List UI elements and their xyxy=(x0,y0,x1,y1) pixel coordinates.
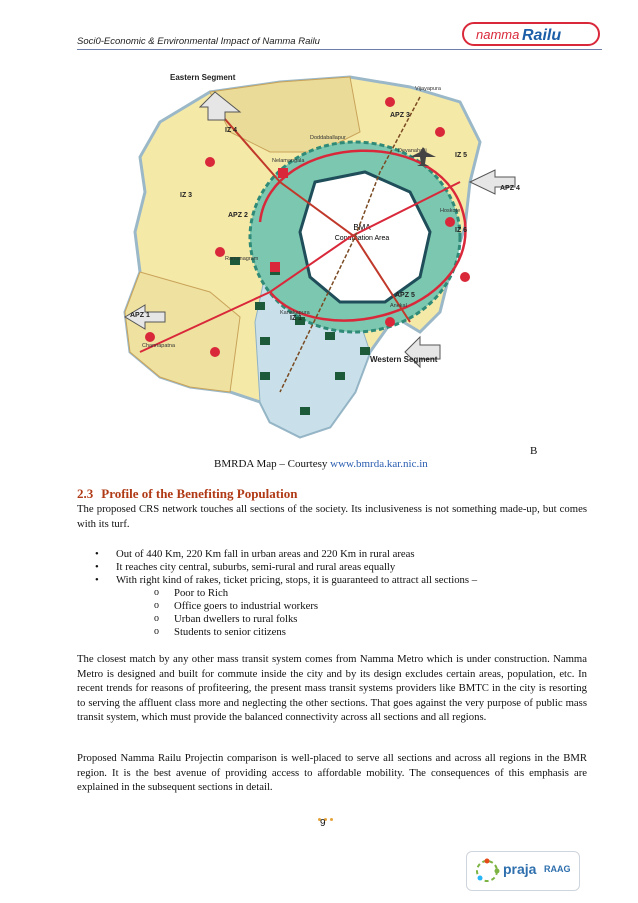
section-heading xyxy=(77,486,297,502)
doddaballapur-label: Doddaballapur xyxy=(310,135,346,141)
list-item-text: With right kind of rakes, ticket pricing, stops, it is guaranteed to attract all sections – xyxy=(116,574,478,586)
figure-marker: B xyxy=(530,445,538,457)
iz5-label: IZ 5 xyxy=(455,152,468,159)
hoskote-label: Hoskote xyxy=(440,208,461,214)
vijayapura-label: Vijayapura xyxy=(415,86,441,92)
iz3-label: IZ 3 xyxy=(180,192,193,199)
caption-text: BMRDA Map – Courtesy xyxy=(214,458,331,470)
list-item xyxy=(93,574,477,639)
apz3-label: APZ 3 xyxy=(390,112,410,119)
intro-paragraph: The proposed CRS network touches all sections of the society. Its inclusiveness is not something made-up, but comes with its turf. xyxy=(77,503,587,530)
caption-link[interactable]: www.bmrda.kar.nic.in xyxy=(330,458,428,470)
apz4-label: APZ 4 xyxy=(500,185,520,192)
page-number: 9 xyxy=(320,818,326,829)
kanakapura-label: Kanakapura xyxy=(280,310,310,316)
header-rule xyxy=(77,49,602,50)
channapatna-label: Channapatna xyxy=(142,343,176,349)
section-title: Profile of the Benefiting Population xyxy=(101,486,298,501)
map-caption xyxy=(214,458,428,470)
iz6-label: IZ 6 xyxy=(455,227,468,234)
sub-list-item: o Office goers to industrial workers xyxy=(116,600,477,613)
sub-bullet-list xyxy=(116,587,477,639)
apz1-label: APZ 1 xyxy=(130,312,150,319)
eastern-segment-label: Eastern Segment xyxy=(170,73,236,82)
raag-text: RAAG xyxy=(544,864,571,874)
paragraph-namma-metro: The closest match by any other mass transit system comes from Namma Metro which is under construction. Namma Metro is designed and built for commute inside the city and by its design excludes certain areas, population, etc. In recent trends for reasons of profiteering, the present mass transit systems providers like BMTC in the city is resorting to serving the affluent class more and neglecting the other sections. That goes against the very purpose of public mass transit system, which must provide the balanced connectivity across all sections and all regions. xyxy=(77,653,587,724)
western-segment-label: Western Segment xyxy=(370,355,438,364)
apz2-label: APZ 2 xyxy=(228,212,248,219)
list-item: • Out of 440 Km, 220 Km fall in urban areas and 220 Km in rural areas xyxy=(93,548,477,561)
praja-raag-logo xyxy=(466,851,580,891)
iz1-label: IZ 1 xyxy=(290,315,303,322)
bma-label: BMA xyxy=(353,223,371,232)
devanahalli-label: Devanahalli xyxy=(398,148,427,154)
anekal-label: Anekal xyxy=(390,303,407,309)
namma-railu-logo xyxy=(462,20,602,48)
section-number: 2.3 xyxy=(77,486,94,501)
logo-railu-text: Railu xyxy=(522,27,562,44)
list-item: • It reaches city central, suburbs, semi-rural and rural areas equally xyxy=(93,561,477,574)
praja-emblem-icon xyxy=(472,856,502,886)
running-header: Soci0-Economic & Environmental Impact of Namma Railu xyxy=(77,36,320,47)
bmrda-map xyxy=(120,62,540,447)
sub-list-item: o Students to senior citizens xyxy=(116,626,477,639)
nelamangala-label: Nelamangala xyxy=(272,158,305,164)
sub-list-item: o Urban dwellers to rural folks xyxy=(116,613,477,626)
conurbation-label: Conurbation Area xyxy=(334,235,390,242)
paragraph-conclusion: Proposed Namma Railu Projectin comparison is well-placed to serve all sections and across all regions in the BMR region. It is the best avenue of providing access to affordable mobility. The consequences of this emphasis are explained in the subsequent sections in detail. xyxy=(77,752,587,794)
ramanagram-label: Ramanagram xyxy=(225,256,259,262)
iz4-label: IZ 4 xyxy=(225,127,238,134)
bullet-list xyxy=(93,548,477,639)
apz5-label: APZ 5 xyxy=(395,292,415,299)
sub-list-item: o Poor to Rich xyxy=(116,587,477,600)
praja-text: praja xyxy=(503,861,537,877)
logo-namma-text: namma xyxy=(476,27,520,42)
